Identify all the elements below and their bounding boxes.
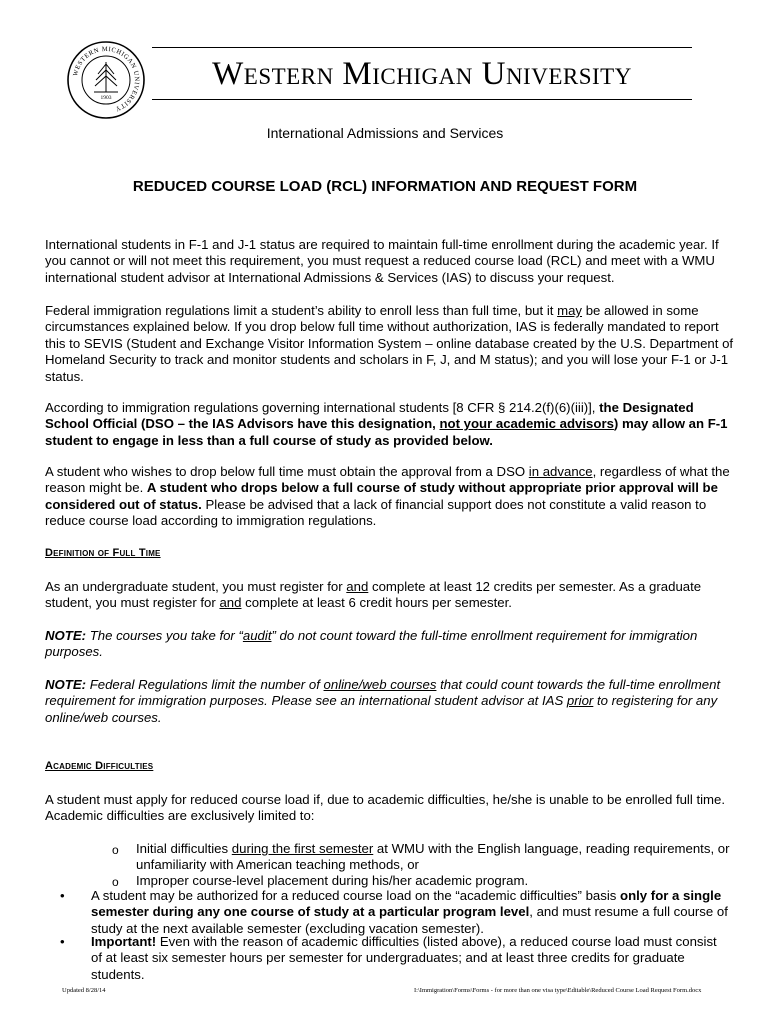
header-rule-bottom: [152, 99, 692, 100]
intro-paragraph-1: International students in F-1 and J-1 status are required to maintain full-time enrollment during the academic year. If you cannot or will not meet this requirement, you must request a reduced course load (RCL) and meet with a WMU international student advisor at International Admissions & Services (IAS) to discuss your request.: [45, 237, 719, 285]
section-heading-full-time: Definition of Full Time: [45, 547, 161, 559]
note-online-courses: NOTE: Federal Regulations limit the number of online/web courses that could count towards the full-time enrollment requirement for immigration purposes. Please see an international student advisor at IAS prior to registering for any online/web courses.: [45, 677, 721, 725]
list-item: [90, 841, 730, 875]
bullet-text: A student may be authorized for a reduced course load on the “academic difficulties” basis only for a single semester during any one course of study at a particular program level, and must resume a full course of study at the next available semester (excluding vacation semester).: [91, 888, 728, 936]
sub-item-text: Initial difficulties during the first semester at WMU with the English language, reading requirements, or unfamiliarity with American teaching methods, or: [136, 841, 730, 873]
intro-paragraph-3: According to immigration regulations governing international students [8 CFR § 214.2(f)(6)(iii)], the Designated School Official (DSO – the IAS Advisors have this designation, not your academic advisors) may allow an F-1 student to engage in less than a full course of study as provided below.: [45, 400, 728, 448]
intro-paragraph-4: A student who wishes to drop below full time must obtain the approval from a DSO in advance, regardless of what the reason might be. A student who drops below a full course of study without appropriate prior approval will be considered out of status. Please be advised that a lack of financial support does not constitute a valid reason to reduce course load according to immigration regulations.: [45, 464, 730, 529]
seal-year: 1903: [100, 95, 112, 101]
bullet-icon: •: [60, 934, 65, 949]
list-item: [60, 888, 730, 938]
bullet-text: Important! Even with the reason of academic difficulties (listed above), a reduced course load must consist of at least six semester hours per semester for undergraduates; and at least three credits for graduate students.: [91, 934, 717, 982]
footer-file-path: I:\Immigration\Forms\Forms - for more than one visa type\Editable\Reduced Course Load Request Form.docx: [414, 987, 702, 994]
list-item: [60, 934, 730, 982]
bullet-icon: •: [60, 888, 65, 903]
full-time-paragraph: As an undergraduate student, you must register for and complete at least 12 credits per semester. As a graduate student, you must register for and complete at least 6 credit hours per semester.: [45, 579, 702, 611]
sub-item-text: Improper course-level placement during his/her academic program.: [136, 873, 529, 888]
intro-paragraph-2: Federal immigration regulations limit a student’s ability to enroll less than full time, but it may be allowed in some circumstances explained below. If you drop below full time without authorization, IAS is federally mandated to report this to SEVIS (Student and Exchange Visitor Information System – online database created by the U.S. Department of Homeland Security to track and monitor students and scholars in F, J, and M status); and you will lose your F-1 or J-1 status.: [45, 303, 734, 384]
academic-paragraph: A student must apply for reduced course load if, due to academic difficulties, he/she is unable to be enrolled full time. Academic difficulties are exclusively limited to:: [45, 792, 726, 824]
section-heading-academic-difficulties: Academic Difficulties: [45, 760, 154, 772]
seal-text: WESTERN MICHIGAN UNIVERSITY: [72, 45, 141, 113]
sub-bullet-icon: o: [112, 875, 119, 889]
header-rule-top: [152, 47, 692, 48]
note-audit: NOTE: The courses you take for “audit” do not count toward the full-time enrollment requirement for immigration purposes.: [45, 628, 698, 660]
university-seal-icon: [66, 40, 146, 120]
footer-updated: Updated 8/28/14: [62, 987, 106, 994]
university-name: Western Michigan University: [212, 56, 632, 92]
office-name: International Admissions and Services: [266, 125, 504, 141]
sub-bullet-icon: o: [112, 843, 119, 857]
form-title: REDUCED COURSE LOAD (RCL) INFORMATION AND REQUEST FORM: [132, 178, 638, 195]
